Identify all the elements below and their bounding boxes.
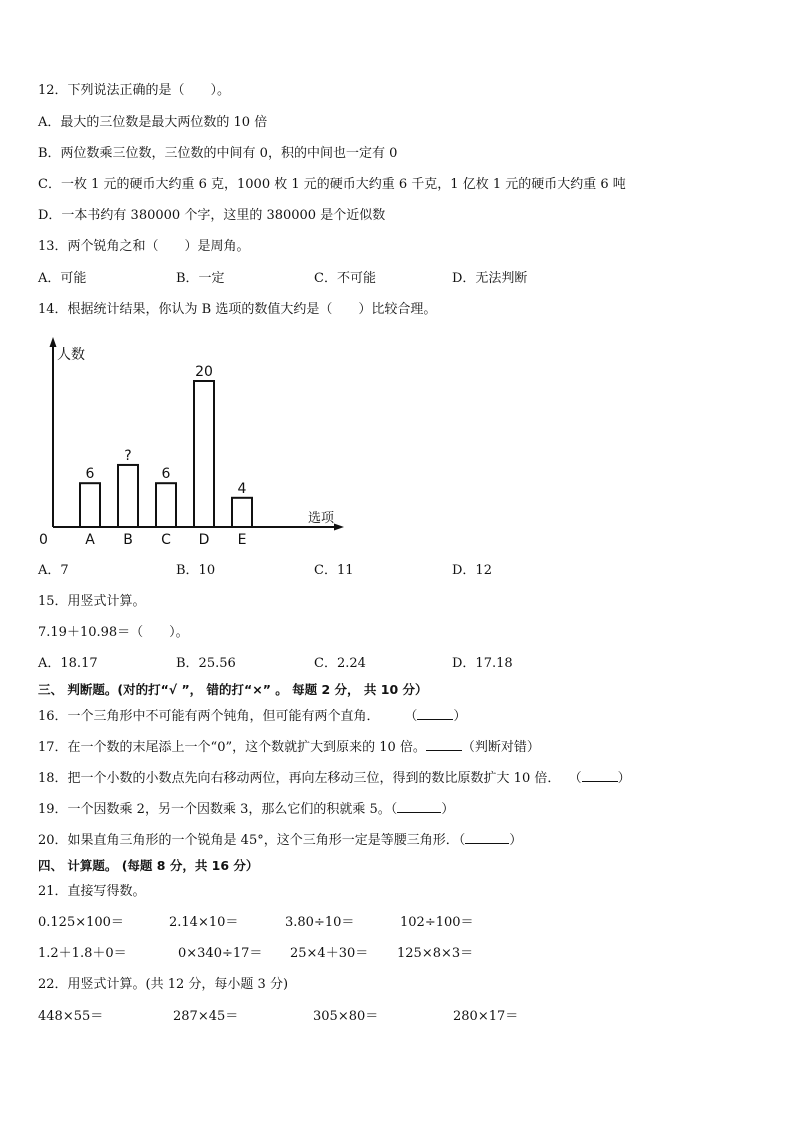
- q16: [38, 707, 466, 726]
- q22-stem: 22．用竖式计算。(共 12 分，每小题 3 分): [38, 977, 289, 992]
- q22-item: 287×45＝: [173, 1009, 239, 1024]
- bar-A: [80, 483, 100, 527]
- q12-option-d: D．一本书约有 380000 个字，这里的 380000 是个近似数: [38, 208, 386, 223]
- x-axis-label: 选项: [308, 511, 335, 526]
- section-3-title: 三、 判断题。(对的打“√ ”， 错的打“×” 。 每题 2 分， 共 10 分）: [38, 682, 428, 697]
- q20-answer-blank[interactable]: [465, 831, 509, 844]
- q13-option-a: A．可能: [38, 271, 87, 286]
- q13-option-d: D．无法判断: [452, 271, 528, 286]
- x-tick-label: C: [161, 532, 171, 548]
- x-tick-label: B: [123, 532, 133, 548]
- q12-option-b: B．两位数乘三位数，三位数的中间有 0，积的中间也一定有 0: [38, 146, 398, 161]
- q17-answer-blank[interactable]: [426, 738, 462, 751]
- bar-value-label: 6: [161, 466, 171, 483]
- q14-option-c: C．11: [314, 563, 354, 578]
- q15-option-b: B．25.56: [176, 656, 236, 671]
- q17-tail: （判断对错）: [461, 740, 540, 755]
- bar-C: [156, 483, 176, 527]
- q21-item: 1.2＋1.8＋0＝: [38, 946, 127, 961]
- q18: [38, 769, 631, 788]
- q14-stem: 14．根据统计结果，你认为 B 选项的数值大约是（ ）比较合理。: [38, 302, 437, 317]
- x-tick-label: E: [237, 532, 247, 548]
- q16-open-paren: （: [404, 709, 418, 724]
- bar-value-label: 4: [237, 480, 247, 497]
- x-axis-arrow: [334, 524, 344, 531]
- q21-item: 3.80÷10＝: [285, 915, 355, 930]
- q22-item: 280×17＝: [453, 1009, 519, 1024]
- q19-answer-blank[interactable]: [397, 800, 441, 813]
- q15-option-d: D．17.18: [452, 656, 513, 671]
- q16-close-paren: ）: [453, 709, 467, 724]
- q18-answer-blank[interactable]: [582, 769, 618, 782]
- q15-stem: 15．用竖式计算。: [38, 594, 146, 609]
- bar-B: [118, 465, 138, 527]
- origin-label: 0: [39, 532, 48, 548]
- q12-stem: 12．下列说法正确的是（ ）。: [38, 83, 231, 98]
- q21-item: 125×8×3＝: [397, 946, 474, 961]
- q15-expression: 7.19＋10.98＝（ ）。: [38, 625, 189, 640]
- q16-text: 16．一个三角形中不可能有两个钝角，但可能有两个直角．: [38, 709, 380, 724]
- q18-close-paren: ）: [617, 771, 631, 786]
- q20-close-paren: ）: [509, 833, 523, 848]
- q20-open-paren: （: [458, 833, 466, 848]
- q15-option-a: A．18.17: [38, 656, 98, 671]
- q14-option-d: D．12: [452, 563, 492, 578]
- q15-option-c: C．2.24: [314, 656, 366, 671]
- q13-option-b: B．一定: [176, 271, 225, 286]
- q20-text: 20．如果直角三角形的一个锐角是 45°，这个三角形一定是等腰三角形．: [38, 833, 459, 848]
- q21-stem: 21．直接写得数。: [38, 884, 146, 899]
- bar-value-label: 20: [195, 364, 213, 380]
- x-tick-label: A: [85, 532, 95, 548]
- bar-value-label: ?: [124, 447, 132, 464]
- q21-item: 0×340÷17＝: [178, 946, 263, 961]
- q22-item: 305×80＝: [313, 1009, 379, 1024]
- q21-item: 2.14×10＝: [169, 915, 239, 930]
- x-tick-label: D: [198, 532, 210, 548]
- q14-option-b: B．10: [176, 563, 216, 578]
- bar-value-label: 6: [85, 466, 95, 483]
- q21-item: 0.125×100＝: [38, 915, 124, 930]
- bar-D: [194, 381, 214, 527]
- q14-option-a: A．7: [38, 563, 69, 578]
- q13-option-c: C．不可能: [314, 271, 376, 286]
- q21-item: 25×4＋30＝: [290, 946, 369, 961]
- q18-open-paren: （: [568, 771, 582, 786]
- y-axis-arrow: [50, 337, 57, 347]
- q21-item: 102÷100＝: [400, 915, 474, 930]
- y-axis-label: 人数: [57, 347, 85, 363]
- q20: [38, 831, 522, 850]
- q19: [38, 800, 454, 819]
- q12-option-c: C．一枚 1 元的硬币大约重 6 克，1000 枚 1 元的硬币大约重 6 千克，1 亿枚 1 元的硬币大约重 6 吨: [38, 177, 626, 192]
- q19-close-paren: ）: [441, 802, 455, 817]
- q22-item: 448×55＝: [38, 1009, 104, 1024]
- q18-text: 18．把一个小数的小数点先向右移动两位，再向左移动三位，得到的数比原数扩大 10 倍．: [38, 771, 561, 786]
- q19-open-paren: （: [390, 802, 398, 817]
- section-4-title: 四、 计算题。 (每题 8 分，共 16 分）: [38, 858, 259, 873]
- q17-text: 17．在一个数的末尾添上一个“0”，这个数就扩大到原来的 10 倍。: [38, 740, 426, 755]
- bar-chart: [30, 335, 350, 550]
- bar-E: [232, 498, 252, 527]
- q17: [38, 738, 540, 757]
- q12-option-a: A．最大的三位数是最大两位数的 10 倍: [38, 115, 268, 130]
- q16-answer-blank[interactable]: [417, 707, 453, 720]
- q13-stem: 13．两个锐角之和（ ）是周角。: [38, 239, 250, 254]
- q19-text: 19．一个因数乘 2，另一个因数乘 3，那么它们的积就乘 5。: [38, 802, 391, 817]
